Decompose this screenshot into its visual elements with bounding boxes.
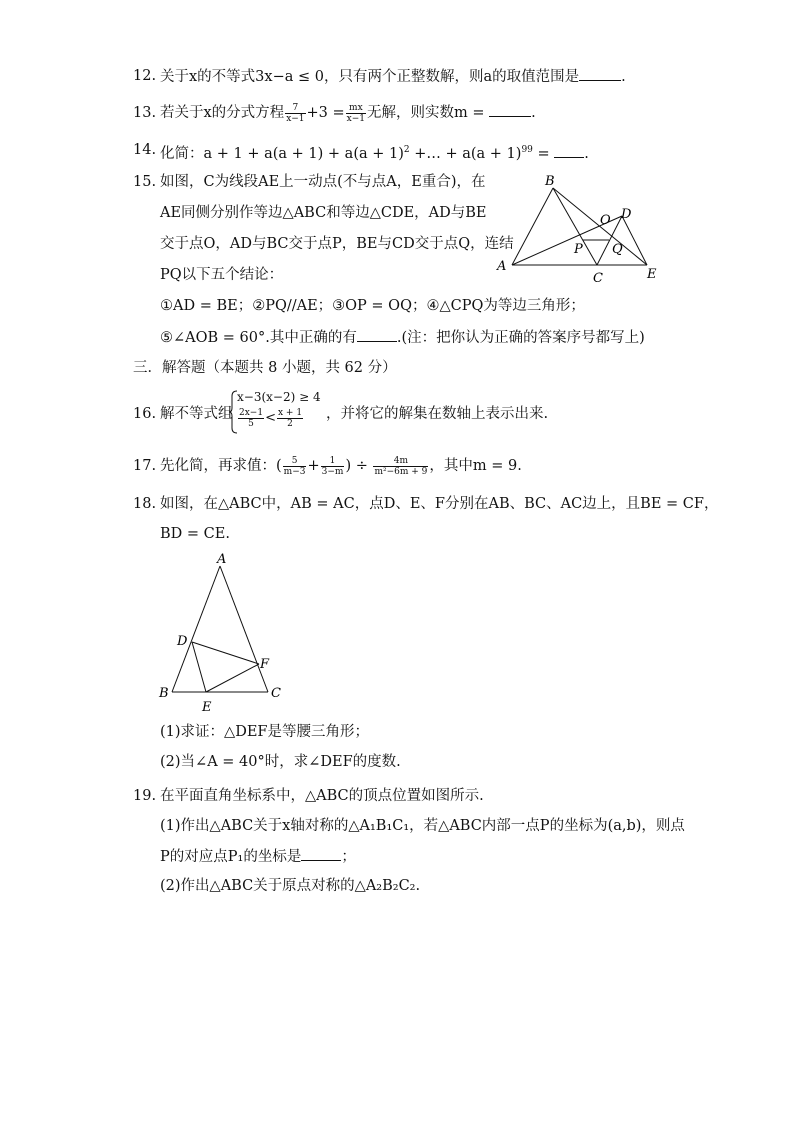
q19-number: 19. bbox=[133, 788, 157, 804]
q18-segment-AC bbox=[220, 566, 268, 692]
q19-part-2: (2)作出△ABC关于原点对称的△A₂B₂C₂. bbox=[160, 878, 421, 894]
q18-number: 18. bbox=[133, 496, 157, 512]
q18-figure bbox=[156, 550, 291, 715]
q18-label-F: F bbox=[260, 657, 270, 672]
q15-number: 15. bbox=[133, 174, 157, 190]
q18-label-C: C bbox=[271, 686, 281, 701]
q18-label-E: E bbox=[202, 700, 212, 715]
q17-number: 17. bbox=[133, 458, 157, 474]
q15-line-6: ⑤∠AOB = 60°.其中正确的有 .(注：把你认为正确的答案序号都写上) bbox=[160, 327, 645, 348]
q16-prefix: 解不等式组 bbox=[160, 406, 233, 422]
q18-label-A: A bbox=[217, 552, 227, 567]
section-3-heading: 三．解答题（本题共 8 小题，共 62 分） bbox=[133, 360, 397, 376]
q18-part-2: (2)当∠A = 40°时，求∠DEF的度数. bbox=[160, 754, 401, 770]
q18-label-D: D bbox=[177, 634, 188, 649]
q19-answer-blank[interactable] bbox=[301, 846, 341, 861]
q12-text: 关于x的不等式3x−a ≤ 0，只有两个正整数解，则a的取值范围是 . bbox=[160, 66, 626, 87]
q12-answer-blank[interactable] bbox=[579, 66, 621, 81]
q13-number: 13. bbox=[133, 105, 157, 121]
q13-text: 若关于x的分式方程 $\frac{7}{x-1}$ +3 = $\frac{mx}{x-1}$ 无解，则实数m = . bbox=[160, 102, 536, 124]
q18-line-2: BD = CE. bbox=[160, 526, 230, 542]
q15-line-5: ①AD = BE；②PQ//AE；③OP = OQ；④△CPQ为等边三角形； bbox=[160, 298, 585, 314]
q18-segment-DF bbox=[192, 642, 259, 664]
q15-label-E: E bbox=[647, 267, 657, 282]
q15-line-1: 如图，C为线段AE上一动点(不与点A，E重合)，在 bbox=[160, 174, 486, 190]
q15-segment-DE bbox=[622, 216, 647, 265]
q15-line-3: 交于点O，AD与BC交于点P，BE与CD交于点Q，连结 bbox=[160, 236, 514, 252]
q15-figure bbox=[495, 172, 665, 284]
q15-line-2: AE同侧分别作等边△ABC和等边△CDE，AD与BE bbox=[160, 205, 487, 221]
q15-label-B: B bbox=[545, 174, 555, 189]
q16-suffix: ，并将它的解集在数轴上表示出来. bbox=[326, 406, 549, 422]
q16-row-2: $\frac{2x-1}{5}$ < $\frac{x + 1}{2}$ bbox=[239, 408, 303, 429]
q13-fraction-2: $\frac{mx}{x-1}$ bbox=[346, 102, 366, 124]
q18-segment-EF bbox=[206, 664, 259, 692]
q15-segment-AB bbox=[512, 188, 553, 265]
q14-number: 14. bbox=[133, 142, 157, 158]
q16-number: 16. bbox=[133, 406, 157, 422]
q16-row-1: x−3(x−2) ≥ 4 bbox=[237, 390, 321, 404]
q17-text: 先化简，再求值：( $\frac{5}{m-3}$ + $\frac{1}{3-m}$ ) ÷ $\frac{4m}{\text{m²−6m + 9}}$ ，其中m = 9. bbox=[160, 455, 522, 477]
q14-text: 化简：$a + 1 + a(a + 1) + a(a + 1)^2$ +… + $a(a + 1)^{99}$ = . bbox=[160, 140, 589, 164]
q15-label-C: C bbox=[593, 271, 603, 284]
q15-line-4: PQ以下五个结论： bbox=[160, 267, 284, 283]
q18-line-1: 如图，在△ABC中，AB = AC，点D、E、F分别在AB、BC、AC边上，且BE = CF， bbox=[160, 496, 719, 512]
q12-number: 12. bbox=[133, 68, 157, 84]
q18-segment-DE bbox=[192, 642, 206, 692]
q15-label-Q: Q bbox=[612, 242, 623, 257]
q13-answer-blank[interactable] bbox=[489, 102, 531, 117]
q15-label-P: P bbox=[574, 242, 583, 257]
q15-label-D: D bbox=[621, 207, 632, 222]
q18-segment-AB bbox=[172, 566, 220, 692]
q13-fraction-1: $\frac{7}{x-1}$ bbox=[286, 102, 305, 124]
q18-label-B: B bbox=[159, 686, 169, 701]
q15-answer-blank[interactable] bbox=[357, 327, 397, 342]
q15-label-O: O bbox=[600, 213, 611, 228]
q15-label-A: A bbox=[497, 259, 507, 274]
q19-line-1: 在平面直角坐标系中，△ABC的顶点位置如图所示. bbox=[160, 788, 484, 804]
q18-part-1: (1)求证：△DEF是等腰三角形； bbox=[160, 724, 369, 740]
q19-part-1-cont: P的对应点P₁的坐标是 ； bbox=[160, 846, 356, 867]
q19-part-1: (1)作出△ABC关于x轴对称的△A₁B₁C₁，若△ABC内部一点P的坐标为(a,b)，则点 bbox=[160, 818, 685, 834]
q14-answer-blank[interactable] bbox=[554, 143, 584, 158]
